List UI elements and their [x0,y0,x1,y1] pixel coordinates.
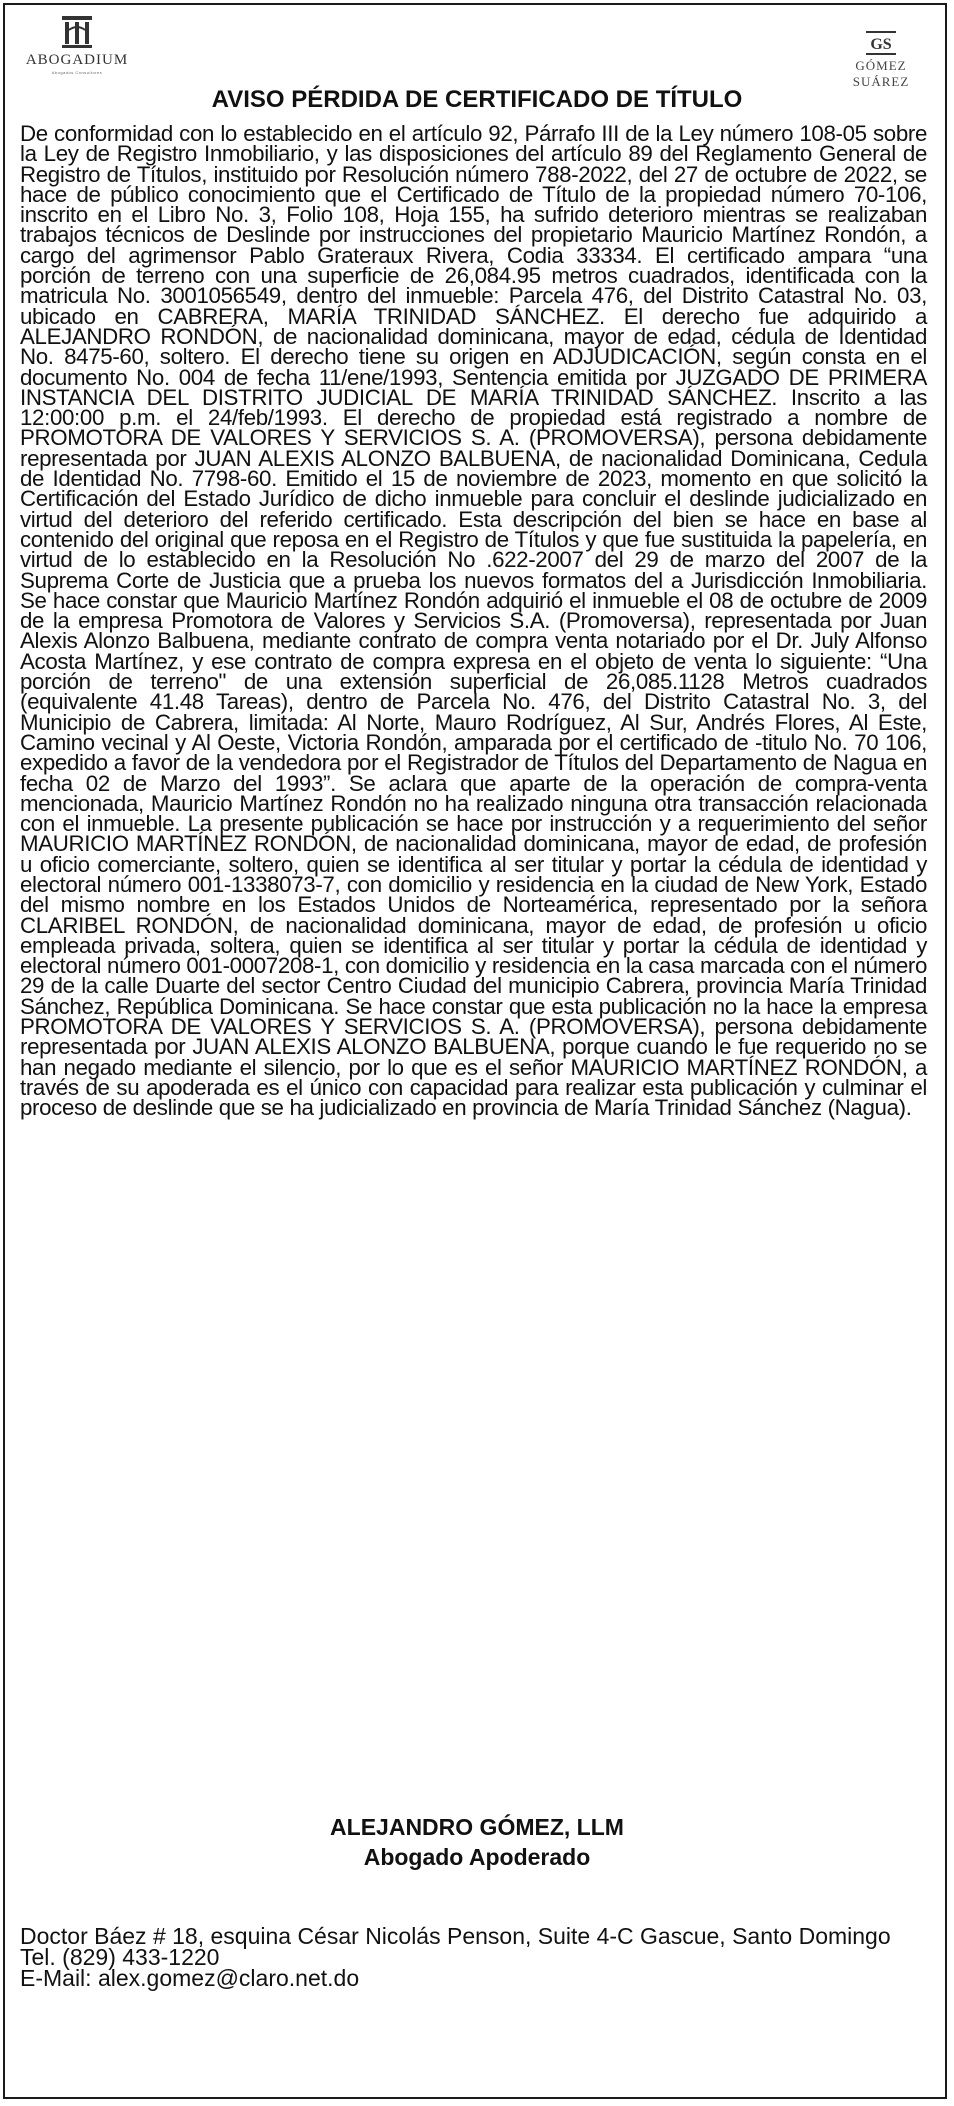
columns-building-icon [60,14,94,50]
signature-name: ALEJANDRO GÓMEZ, LLM [330,1814,624,1840]
gomez-suarez-logo-name: GÓMEZ SUÁREZ [852,58,910,89]
notice-title: AVISO PÉRDIDA DE CERTIFICADO DE TÍTULO [211,86,743,113]
gomez-suarez-logo [826,30,936,90]
abogadium-logo-tagline: Abogados Consultores [51,70,103,75]
abogadium-logo [22,14,132,94]
notice-body: De conformidad con lo establecido en el artículo 92, Párrafo III de la Ley número 108-05 sobre la Ley de Registro Inmobiliario, y las disposiciones del artículo 89 del Reglamento General de Registro de Títulos, instituido por Resolución número 788-2022, del 27 de octubre de 2022, se hace de público conocimiento que el Certificado de Título de la propiedad número 70-106, inscrito en el Libro No. 3, Folio 108, Hoja 155, ha sufrido deterioro mientras se realizaban trabajos técnicos de Deslinde por instrucciones del propietario Mauricio Martínez Rondón, a cargo del agrimensor Pablo Grateraux Rivera, Codia 33334. El certificado ampara “una porción de terreno con una superficie de 26,084.95 metros cuadrados, identificada con la matricula No. 3001056549, dentro del inmueble: Parcela 476, del Distrito Catastral No. 03, ubicado en CABRERA, MARÍA TRINIDAD SÁNCHEZ. El derecho fue adquirido a ALEJANDRO RONDÓN, de nacionalidad dominicana, mayor de edad, cédula de Identidad No. 8475-60, soltero. El derecho tiene su origen en ADJUDICACIÓN, según consta en el documento No. 004 de fecha 11/ene/1993, Sentencia emitida por JUZGADO DE PRIMERA INSTANCIA DEL DISTRITO JUDICIAL DE MARÍA TRINIDAD SÁNCHEZ. Inscrito a las 12:00:00 p.m. el 24/feb/1993. El derecho de propiedad está registrado a nombre de PROMOTORA DE VALORES Y SERVICIOS S. A. (PROMOVERSA), persona debidamente representada por JUAN ALEXIS ALONZO BALBUENA, de nacionalidad Dominicana, Cedula de Identidad No. 7798-60. Emitido el 15 de noviembre de 2023, momento en que solicitó la Certificación del Estado Jurídico de dicho inmueble para concluir el deslinde judicializado en virtud del deterioro del referido certificado. Esta descripción del bien se hace en base al contenido del original que reposa en el Registro de Títulos y que fue sustituida la papelería, en virtud de lo establecido en la Resolución No .622-2007 del 29 de marzo del 2007 de la Suprema Corte de Justicia que a prueba los nuevos formatos del a Jurisdicción Inmobiliaria. Se hace constar que Mauricio Martínez Rondón adquirió el inmueble el 08 de octubre de 2009 de la empresa Promotora de Valores y Servicios S.A. (Promoversa), representada por Juan Alexis Alonzo Balbuena, mediante contrato de compra venta notariado por el Dr. July Alfonso Acosta Martínez, y ese contrato de compra expresa en el objeto de venta lo siguiente: “Una porción de terreno" de una extensión superficial de 26,085.1128 Metros cuadrados (equivalente 41.48 Tareas), dentro de Parcela No. 476, del Distrito Catastral No. 3, del Municipio de Cabrera, limitada: Al Norte, Mauro Rodríguez, Al Sur, Andrés Flores, Al Este, Camino vecinal y Al Oeste, Victoria Rondón, amparada por el certificado de -titulo No. 70 106, expedido a favor de la vendedora por el Registrador de Títulos del Departamento de Nagua en fecha 02 de Marzo del 1993”. Se aclara que aparte de la operación de compra-venta mencionada, Mauricio Martínez Rondón no ha realizado ninguna otra transacción relacionada con el inmueble. La presente publicación se hace por instrucción y a requerimiento del señor MAURICIO MARTÍNEZ RONDÓN, de nacionalidad dominicana, mayor de edad, de profesión u oficio comerciante, soltero, quien se identifica al ser titular y portar la cédula de identidad y electoral número 001-1338073-7, con domicilio y residencia en la ciudad de New York, Estado del mismo nombre en los Estados Unidos de Norteamérica, representado por la señora CLARIBEL RONDÓN, de nacionalidad dominicana, mayor de edad, de profesión u oficio empleada privada, soltera, quien se identifica al ser titular y portar la cédula de identidad y electoral número 001-0007208-1, con domicilio y residencia en la casa marcada con el número 29 de la calle Duarte del sector Centro Ciudad del municipio Cabrera, provincia María Trinidad Sánchez, República Dominicana. Se hace constar que esta publicación no la hace la empresa PROMOTORA DE VALORES Y SERVICIOS S. A. (PROMOVERSA), persona debidamente representada por JUAN ALEXIS ALONZO BALBUENA, porque cuando le fue requerido no se han negado mediante el silencio, por lo que es el señor MAURICIO MARTÍNEZ RONDÓN, a través de su apoderada es el único con capacidad para realizar esta publicación y culminar el proceso de deslinde que se ha judicializado en provincia de María Trinidad Sánchez (Nagua). [20,121,927,1121]
signature-block [0,1812,954,1872]
abogadium-logo-name: ABOGADIUM [25,52,129,68]
signature-role: Abogado Apoderado [363,1844,591,1870]
contact-address: Doctor Báez # 18, esquina César Nicolás Penson, Suite 4-C Gascue, Santo Domingo [20,1923,891,1949]
gs-monogram-text: GS [870,36,892,53]
contact-phone: Tel. (829) 433-1220 [20,1944,220,1970]
contact-email: E-Mail: alex.gomez@claro.net.do [20,1965,360,1991]
gs-monogram-icon [863,30,899,56]
contact-block [20,1923,930,1991]
